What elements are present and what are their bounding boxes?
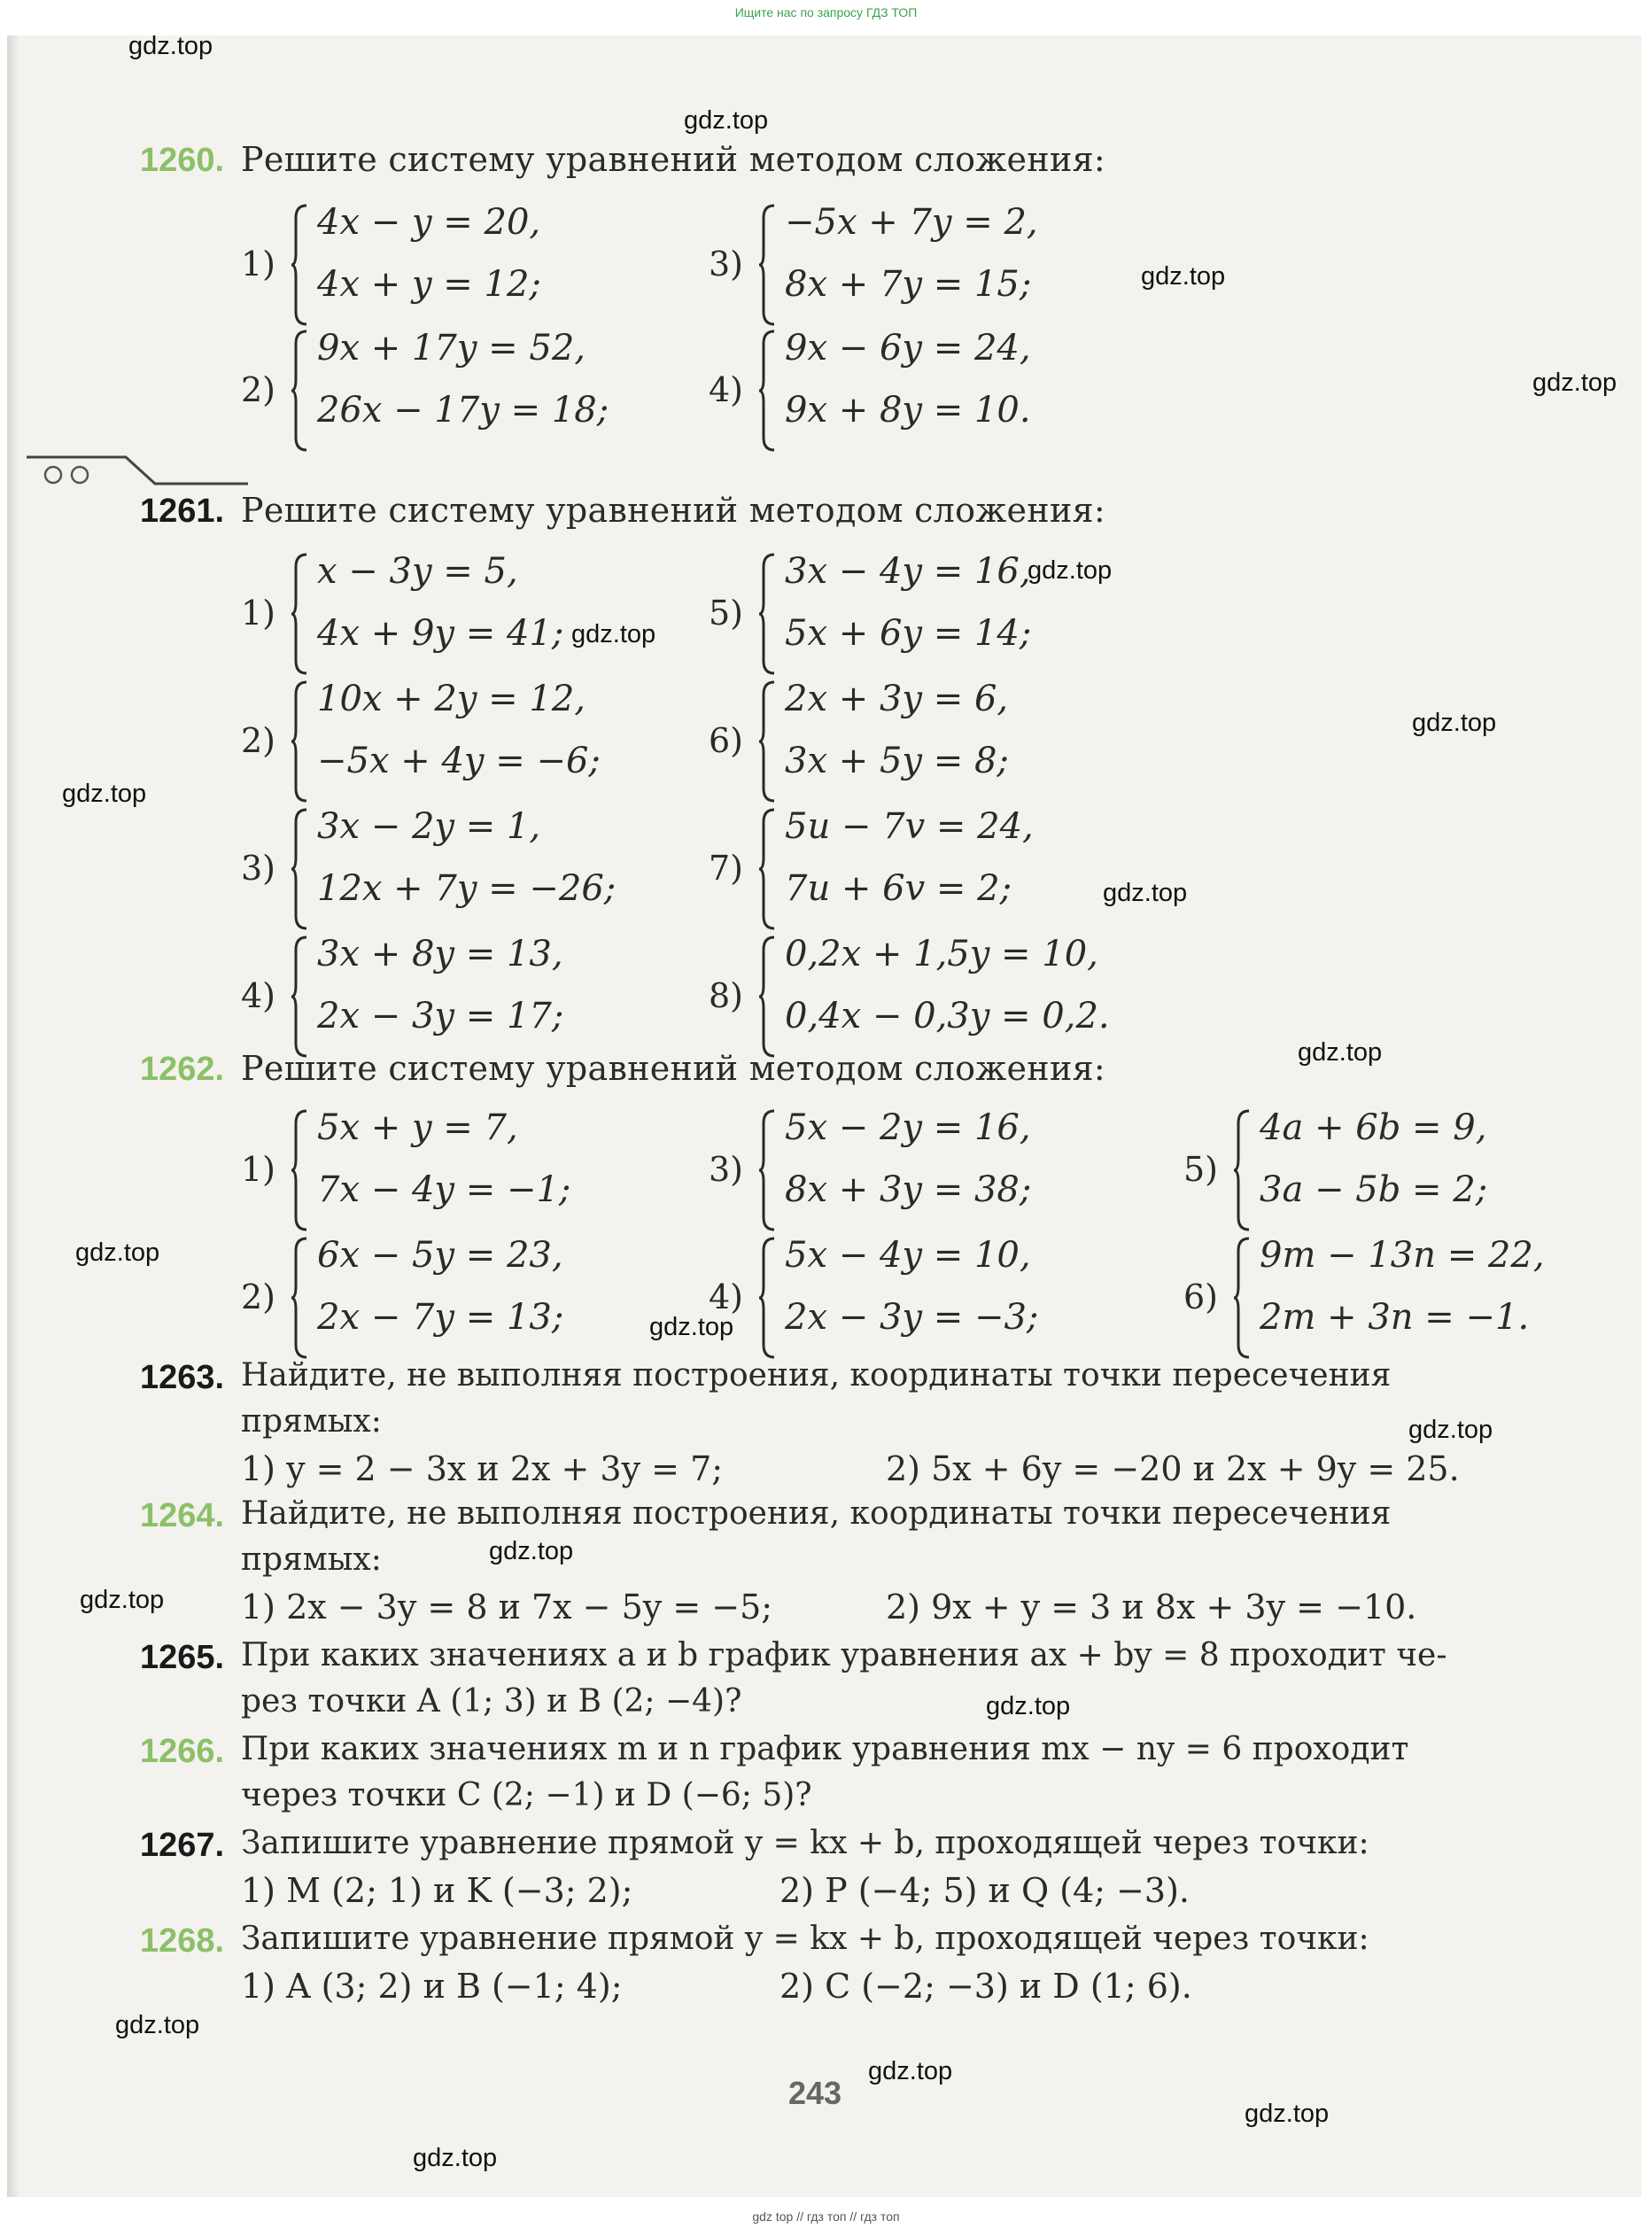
problem-number: 1268. bbox=[140, 1922, 225, 1960]
brace-icon bbox=[758, 1109, 776, 1231]
problem-text: Решите систему уравнений методом сложения: bbox=[241, 491, 1105, 530]
equation: 5x − 2y = 16, bbox=[785, 1107, 1031, 1148]
problem-number: 1265. bbox=[140, 1639, 225, 1676]
brace-icon bbox=[291, 204, 308, 326]
equation: 8x + 7y = 15; bbox=[785, 264, 1032, 305]
watermark: gdz.top bbox=[1532, 369, 1617, 397]
item-label: 5) bbox=[1183, 1150, 1219, 1189]
brace-icon bbox=[758, 204, 776, 326]
watermark: gdz.top bbox=[1412, 709, 1497, 737]
watermark: gdz.top bbox=[649, 1313, 734, 1341]
problem-text: Запишите уравнение прямой y = kx + b, проходящей через точки: bbox=[241, 1921, 1369, 1957]
equation: 0,4x − 0,3y = 0,2. bbox=[785, 996, 1110, 1036]
item-label: 2) bbox=[241, 1277, 276, 1316]
equation: 9x + 17y = 52, bbox=[317, 328, 586, 369]
equation: 2m + 3n = −1. bbox=[1260, 1297, 1530, 1338]
equation: 3a − 5b = 2; bbox=[1260, 1169, 1488, 1210]
watermark: gdz.top bbox=[128, 32, 213, 60]
watermark: gdz.top bbox=[62, 780, 147, 808]
watermark: gdz.top bbox=[1028, 556, 1113, 585]
watermark: gdz.top bbox=[1103, 879, 1188, 907]
problem-number: 1262. bbox=[140, 1051, 225, 1088]
brace-icon bbox=[1233, 1109, 1251, 1231]
subproblem: 1) 2x − 3y = 8 и 7x − 5y = −5; bbox=[241, 1588, 773, 1627]
item-label: 6) bbox=[709, 721, 744, 760]
bottom-banner: gdz top // гдз топ // гдз топ bbox=[752, 2209, 900, 2224]
equation: 4a + 6b = 9, bbox=[1260, 1107, 1487, 1148]
subproblem: 2) C (−2; −3) и D (1; 6). bbox=[779, 1967, 1192, 2006]
brace-icon bbox=[291, 1109, 308, 1231]
equation: 3x + 5y = 8; bbox=[785, 741, 1009, 781]
watermark: gdz.top bbox=[1408, 1416, 1493, 1444]
watermark: gdz.top bbox=[75, 1238, 160, 1267]
problem-text: Решите систему уравнений методом сложения: bbox=[241, 140, 1105, 179]
problem-text: рез точки A (1; 3) и B (2; −4)? bbox=[241, 1683, 742, 1720]
brace-icon bbox=[758, 808, 776, 930]
problem-number: 1260. bbox=[140, 142, 225, 179]
subproblem: 1) A (3; 2) и B (−1; 4); bbox=[241, 1967, 623, 2006]
problem-number: 1264. bbox=[140, 1497, 225, 1534]
brace-icon bbox=[758, 680, 776, 803]
equation: 8x + 3y = 38; bbox=[785, 1169, 1032, 1210]
item-label: 4) bbox=[241, 976, 276, 1015]
equation: 3x + 8y = 13, bbox=[317, 934, 563, 974]
equation: 9x − 6y = 24, bbox=[785, 328, 1031, 369]
problem-number: 1261. bbox=[140, 493, 225, 530]
problem-text: прямых: bbox=[241, 1541, 382, 1578]
item-label: 2) bbox=[241, 721, 276, 760]
problem-number: 1267. bbox=[140, 1827, 225, 1864]
problem-text: Найдите, не выполняя построения, координаты точки пересечения bbox=[241, 1495, 1392, 1532]
item-label: 1) bbox=[241, 245, 276, 283]
subproblem: 2) 5x + 6y = −20 и 2x + 9y = 25. bbox=[886, 1449, 1460, 1488]
problem-text: Найдите, не выполняя построения, координаты точки пересечения bbox=[241, 1357, 1392, 1394]
subproblem: 1) M (2; 1) и K (−3; 2); bbox=[241, 1871, 633, 1910]
equation: 6x − 5y = 23, bbox=[317, 1235, 563, 1276]
equation: 2x − 3y = −3; bbox=[785, 1297, 1039, 1338]
equation: −5x + 7y = 2, bbox=[785, 202, 1038, 243]
equation: 5x + y = 7, bbox=[317, 1107, 518, 1148]
equation: 9x + 8y = 10. bbox=[785, 390, 1031, 431]
problem-text: При каких значениях m и n график уравнения mx − ny = 6 проходит bbox=[241, 1731, 1409, 1767]
problem-text: Решите систему уравнений методом сложения: bbox=[241, 1049, 1105, 1088]
equation: −5x + 4y = −6; bbox=[317, 741, 601, 781]
equation: 0,2x + 1,5y = 10, bbox=[785, 934, 1098, 974]
problem-text: прямых: bbox=[241, 1403, 382, 1440]
problem-text: Запишите уравнение прямой y = kx + b, проходящей через точки: bbox=[241, 1825, 1369, 1861]
problem-text: через точки C (2; −1) и D (−6; 5)? bbox=[241, 1777, 812, 1813]
equation: 2x − 3y = 17; bbox=[317, 996, 564, 1036]
top-banner: Ищите нас по запросу ГДЗ ТОП bbox=[734, 5, 918, 19]
equation: 4x + y = 12; bbox=[317, 264, 541, 305]
watermark: gdz.top bbox=[115, 2011, 200, 2039]
item-label: 5) bbox=[709, 594, 744, 633]
page-binding-shadow bbox=[7, 35, 19, 2197]
subproblem: 1) y = 2 − 3x и 2x + 3y = 7; bbox=[241, 1449, 724, 1488]
equation: 4x − y = 20, bbox=[317, 202, 541, 243]
equation: 5u − 7v = 24, bbox=[785, 806, 1034, 847]
watermark: gdz.top bbox=[571, 620, 656, 648]
problem-number: 1266. bbox=[140, 1733, 225, 1770]
difficulty-marker-icon bbox=[27, 448, 248, 489]
watermark: gdz.top bbox=[1245, 2100, 1330, 2128]
item-label: 1) bbox=[241, 594, 276, 633]
item-label: 2) bbox=[241, 370, 276, 409]
equation: 4x + 9y = 41; bbox=[317, 613, 564, 654]
watermark: gdz.top bbox=[868, 2057, 953, 2085]
item-label: 6) bbox=[1183, 1277, 1219, 1316]
watermark: gdz.top bbox=[80, 1586, 165, 1614]
equation: 3x − 2y = 1, bbox=[317, 806, 541, 847]
item-label: 3) bbox=[709, 245, 744, 283]
brace-icon bbox=[758, 1237, 776, 1359]
equation: 7u + 6v = 2; bbox=[785, 868, 1012, 909]
equation: 5x − 4y = 10, bbox=[785, 1235, 1031, 1276]
equation: 10x + 2y = 12, bbox=[317, 679, 586, 719]
watermark: gdz.top bbox=[1141, 262, 1226, 291]
watermark: gdz.top bbox=[684, 106, 769, 135]
equation: 2x + 3y = 6, bbox=[785, 679, 1009, 719]
page-number: 243 bbox=[788, 2075, 842, 2111]
equation: 5x + 6y = 14; bbox=[785, 613, 1032, 654]
item-label: 1) bbox=[241, 1150, 276, 1189]
item-label: 8) bbox=[709, 976, 744, 1015]
watermark: gdz.top bbox=[489, 1537, 574, 1565]
brace-icon bbox=[758, 330, 776, 452]
watermark: gdz.top bbox=[1298, 1038, 1383, 1067]
equation: 7x − 4y = −1; bbox=[317, 1169, 571, 1210]
problem-number: 1263. bbox=[140, 1359, 225, 1396]
brace-icon bbox=[291, 936, 308, 1058]
item-label: 4) bbox=[709, 370, 744, 409]
item-label: 3) bbox=[241, 849, 276, 888]
item-label: 4) bbox=[709, 1277, 744, 1316]
problem-text: При каких значениях a и b график уравнения ax + by = 8 проходит че- bbox=[241, 1637, 1447, 1673]
equation: 12x + 7y = −26; bbox=[317, 868, 617, 909]
equation: 3x − 4y = 16, bbox=[785, 551, 1031, 592]
watermark: gdz.top bbox=[986, 1692, 1071, 1720]
brace-icon bbox=[291, 680, 308, 803]
watermark: gdz.top bbox=[413, 2144, 498, 2172]
item-label: 3) bbox=[709, 1150, 744, 1189]
equation: 26x − 17y = 18; bbox=[317, 390, 609, 431]
equation: 2x − 7y = 13; bbox=[317, 1297, 564, 1338]
brace-icon bbox=[291, 553, 308, 675]
brace-icon bbox=[758, 936, 776, 1058]
brace-icon bbox=[291, 808, 308, 930]
item-label: 7) bbox=[709, 849, 744, 888]
subproblem: 2) P (−4; 5) и Q (4; −3). bbox=[779, 1871, 1190, 1910]
brace-icon bbox=[1233, 1237, 1251, 1359]
brace-icon bbox=[291, 330, 308, 452]
equation: 9m − 13n = 22, bbox=[1260, 1235, 1545, 1276]
equation: x − 3y = 5, bbox=[317, 551, 518, 592]
brace-icon bbox=[758, 553, 776, 675]
subproblem: 2) 9x + y = 3 и 8x + 3y = −10. bbox=[886, 1588, 1417, 1627]
brace-icon bbox=[291, 1237, 308, 1359]
